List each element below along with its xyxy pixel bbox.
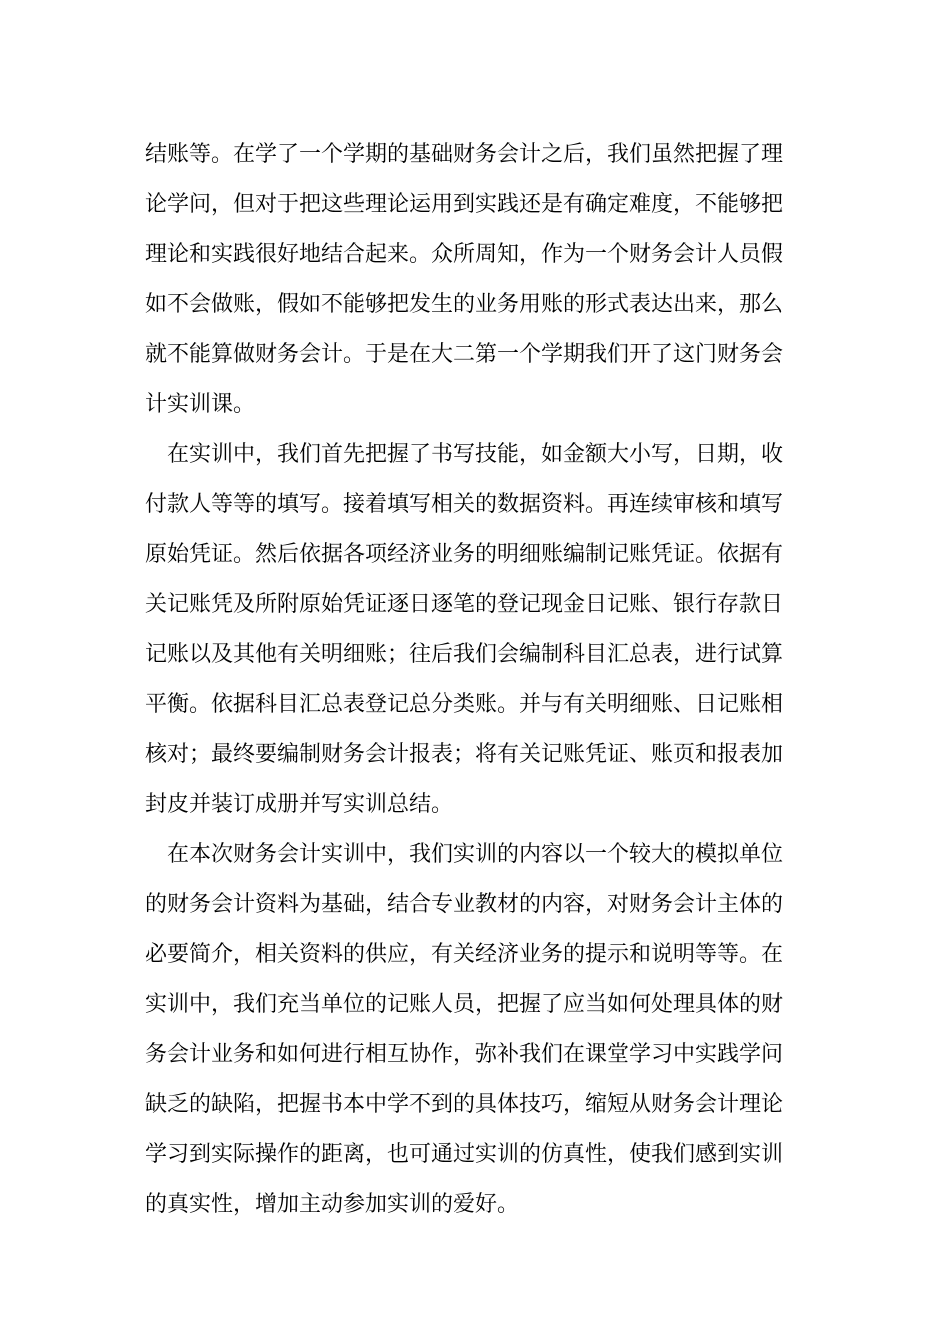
text-line: 封皮并装订成册并写实训总结。	[145, 792, 454, 817]
text-line: 就不能算做财务会计。于是在大二第一个学期我们开了这门财务会	[145, 342, 784, 367]
paragraph-3	[145, 830, 815, 1230]
text-line: 必要简介，相关资料的供应，有关经济业务的提示和说明等等。在	[145, 942, 784, 967]
paragraph-1	[145, 130, 815, 430]
text-line: 结账等。在学了一个学期的基础财务会计之后，我们虽然把握了理	[145, 142, 784, 167]
text-line: 平衡。依据科目汇总表登记总分类账。并与有关明细账、日记账相	[145, 692, 784, 717]
text-line: 记账以及其他有关明细账；往后我们会编制科目汇总表，进行试算	[145, 642, 784, 667]
text-line: 论学问，但对于把这些理论运用到实践还是有确定难度，不能够把	[145, 192, 784, 217]
text-line: 在本次财务会计实训中，我们实训的内容以一个较大的模拟单位	[167, 842, 784, 867]
text-line: 如不会做账，假如不能够把发生的业务用账的形式表达出来，那么	[145, 292, 784, 317]
paragraph-2	[145, 430, 815, 830]
text-line: 关记账凭及所附原始凭证逐日逐笔的登记现金日记账、银行存款日	[145, 592, 784, 617]
text-line: 实训中，我们充当单位的记账人员，把握了应当如何处理具体的财	[145, 992, 784, 1017]
text-line: 的真实性，增加主动参加实训的爱好。	[145, 1192, 520, 1217]
text-line: 的财务会计资料为基础，结合专业教材的内容，对财务会计主体的	[145, 892, 784, 917]
text-line: 务会计业务和如何进行相互协作，弥补我们在课堂学习中实践学问	[145, 1042, 784, 1067]
text-line: 计实训课。	[145, 392, 256, 417]
text-line: 原始凭证。然后依据各项经济业务的明细账编制记账凭证。依据有	[145, 542, 784, 567]
text-line: 学习到实际操作的距离，也可通过实训的仿真性，使我们感到实训	[145, 1142, 784, 1167]
text-line: 理论和实践很好地结合起来。众所周知，作为一个财务会计人员假	[145, 242, 784, 267]
text-line: 核对；最终要编制财务会计报表；将有关记账凭证、账页和报表加	[145, 742, 784, 767]
text-line: 付款人等等的填写。接着填写相关的数据资料。再连续审核和填写	[145, 492, 784, 517]
text-line: 在实训中，我们首先把握了书写技能，如金额大小写，日期，收	[167, 442, 784, 467]
text-line: 缺乏的缺陷，把握书本中学不到的具体技巧，缩短从财务会计理论	[145, 1092, 784, 1117]
document-body	[145, 130, 815, 1230]
